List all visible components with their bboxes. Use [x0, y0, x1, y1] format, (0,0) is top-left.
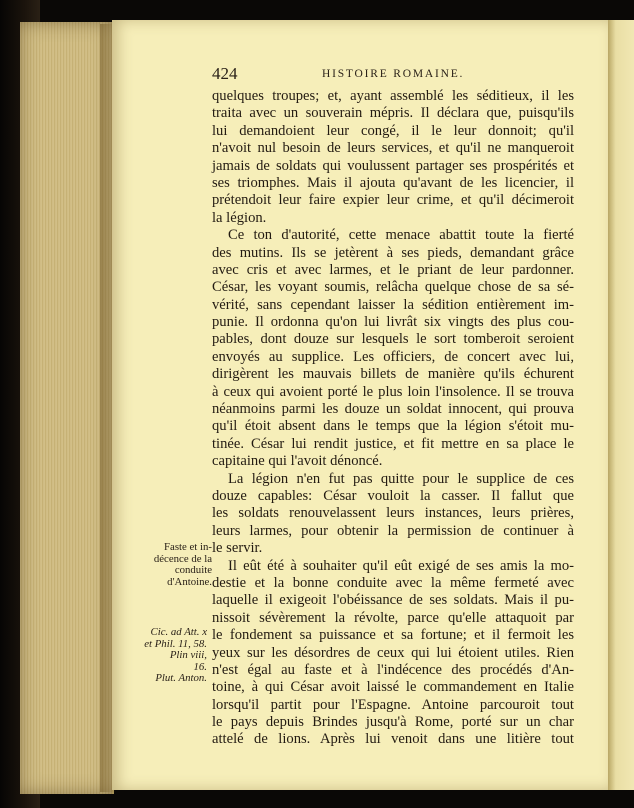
text-line: César, les voyant soumis, relâcha quelque chose de sa sé- [212, 279, 574, 296]
text-line: Il eût été à souhaiter qu'il eût exigé de ses amis la mo- [228, 557, 574, 574]
text-line: quelques troupes; et, ayant assemblé les séditieux, il les [212, 88, 574, 104]
text-line: à ceux qui avoient porté le plus loin l'insolence. Il se trouva [212, 383, 574, 400]
text-line: yeux sur les désordres de ceux qui lui étoient utiles. Rien [212, 644, 574, 661]
facing-page-edge [608, 20, 634, 790]
text-line: tinée. César lui rendit justice, et fit mettre en sa place le [212, 435, 574, 452]
text-line: des mutins. Ils se jetèrent à ses pieds, demandant grâce [212, 244, 574, 261]
text-line: laquelle il exigeoit l'obéissance de ses soldats. Mais il pu- [212, 592, 574, 609]
text-line: nissoit sévèrement la révolte, parce qu'elle attaquoit par [212, 609, 574, 626]
text-line: ses triomphes. Mais il ajouta qu'avant de les licencier, il [212, 174, 574, 191]
page-header [212, 64, 572, 88]
text-line: la légion. [212, 209, 267, 226]
text-line: pables, dont douze sur lesquels le sort tomberoit seroient [212, 331, 574, 348]
text-line: dirigèrent les mauvais billets de manière qu'ils échurent [212, 366, 574, 383]
text-line: lui demandoient leur congé, il le leur donnoit; qu'il [212, 122, 574, 139]
text-line: leurs larmes, pour obtenir la permission de continuer à [212, 522, 574, 539]
text-line: le pays depuis Brindes jusqu'à Rome, porté sur un char [212, 714, 574, 731]
margin-note-line: conduite [174, 564, 212, 576]
text-line: La légion n'en fut pas quitte pour le supplice de ces [228, 470, 574, 487]
text-line: attelé de lions. Après lui venoit dans une litière tout [212, 731, 574, 748]
text-line: les soldats renouvelassent leurs instances, leurs prières, [212, 505, 574, 522]
text-line: lorsqu'il partit pour l'Espagne. Antoine parcouroit tout [212, 696, 574, 713]
page-number: 424 [212, 64, 238, 83]
margin-note-line: d'Antoine. [167, 575, 212, 588]
body-text [212, 88, 574, 749]
text-line: le fondement sa puissance et sa fortune; et il fermoit les [212, 627, 574, 644]
text-line: Ce ton d'autorité, cette menace abattit toute la fierté [228, 227, 574, 244]
margin-note-line: et Phil. 11, 58. [144, 637, 207, 650]
text-line: jamais de soldats qui voulussent partager ses prospérités et [212, 157, 574, 174]
text-line: n'est égal au faste et à l'indécence des procédés d'An- [212, 661, 574, 678]
margin-note-line: 16. [193, 660, 207, 673]
text-line: punie. Il ordonna qu'on lui livrât six vingts des plus cou- [212, 314, 574, 331]
text-line: néanmoins parmi les douze un soldat innocent, qui prouva [212, 401, 574, 418]
margin-note-line: Cic. ad Att. x [150, 626, 207, 638]
text-line: toine, à qui César avoit laissé le commandement en Italie [212, 679, 574, 696]
text-line: envoyés au supplice. Les officiers, de concert avec lui, [212, 348, 574, 365]
text-line: prétendoit leur faire expier leur crime, et qu'il décimeroit [212, 192, 574, 209]
text-line: destie et la bonne conduite avec la même fermeté avec [212, 574, 574, 591]
text-line: douze capables: César vouloit la casser. Il fallut que [212, 487, 574, 504]
text-line: traita avec un souverain mépris. Il déclara que, puisqu'ils [212, 105, 574, 122]
text-line: avec cris et avec larmes, et le priant de leur pardonner. [212, 261, 574, 278]
running-title: HISTOIRE ROMAINE. [322, 68, 465, 80]
text-line: vérité, sans cependant laisser la sédition entièrement im- [212, 296, 574, 313]
margin-note-line: Faste et in- [164, 541, 212, 553]
margin-note-citations [135, 627, 207, 685]
text-line: capitaine qui l'avoit dénoncé. [212, 453, 383, 470]
margin-note-line: Plin viii, [169, 649, 207, 661]
margin-note-line: décence de la [153, 552, 212, 565]
margin-note-faste [140, 542, 212, 588]
text-line: qu'il étoit absent dans le temps que la légion s'étoit mu- [212, 418, 574, 435]
margin-note-line: Plut. Anton. [155, 672, 207, 684]
text-line: le servir. [212, 540, 263, 557]
text-line: n'avoit nul besoin de leurs services, et qu'il ne manqueroit [212, 140, 574, 157]
